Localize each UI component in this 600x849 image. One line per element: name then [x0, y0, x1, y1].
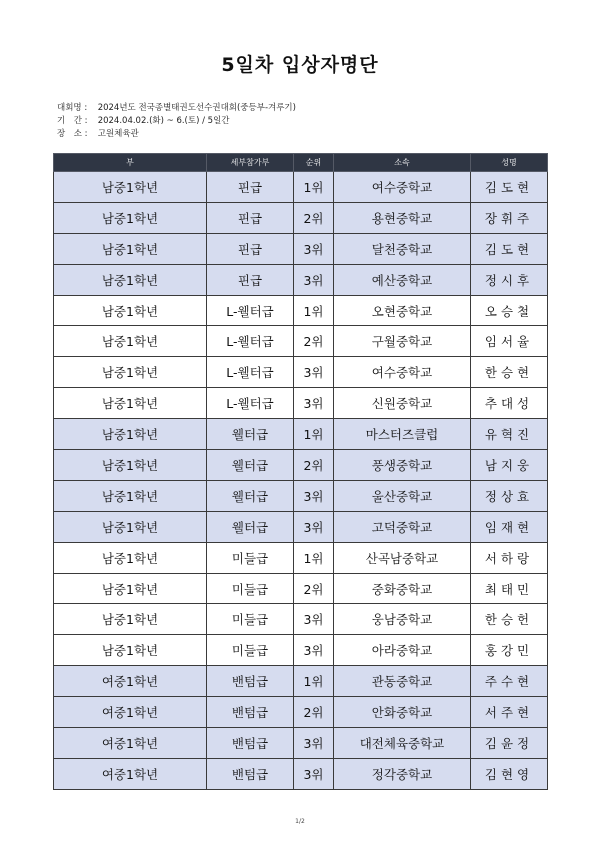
division-cell: 남중1학년	[54, 573, 207, 604]
school-cell: 풍생중학교	[334, 450, 471, 481]
school-cell: 여수중학교	[334, 357, 471, 388]
table-row	[54, 666, 548, 697]
division-cell: 남중1학년	[54, 604, 207, 635]
weight-class-cell: L-웰터급	[207, 295, 294, 326]
weight-class-cell: 웰터급	[207, 450, 294, 481]
school-cell: 관동중학교	[334, 666, 471, 697]
rank-cell: 3위	[294, 264, 334, 295]
event-info-label: 대회명 :	[57, 103, 88, 113]
weight-class-cell: 핀급	[207, 264, 294, 295]
name-cell: 한승현	[471, 357, 548, 388]
rank-cell: 2위	[294, 202, 334, 233]
school-cell: 달천중학교	[334, 233, 471, 264]
table-row	[54, 202, 548, 233]
name-cell: 임서율	[471, 326, 548, 357]
division-cell: 남중1학년	[54, 511, 207, 542]
rank-cell: 3위	[294, 635, 334, 666]
rank-cell: 3위	[294, 728, 334, 759]
school-cell: 오현중학교	[334, 295, 471, 326]
table-row	[54, 172, 548, 203]
school-cell: 아라중학교	[334, 635, 471, 666]
weight-class-cell: L-웰터급	[207, 357, 294, 388]
name-cell: 한승헌	[471, 604, 548, 635]
division-cell: 남중1학년	[54, 264, 207, 295]
weight-class-cell: 밴텀급	[207, 758, 294, 789]
table-body	[54, 172, 548, 790]
name-cell: 남지웅	[471, 450, 548, 481]
name-cell: 정상효	[471, 480, 548, 511]
division-cell: 남중1학년	[54, 233, 207, 264]
school-cell: 정각중학교	[334, 758, 471, 789]
weight-class-cell: 미들급	[207, 635, 294, 666]
rank-cell: 2위	[294, 326, 334, 357]
name-cell: 김도현	[471, 172, 548, 203]
division-cell: 남중1학년	[54, 450, 207, 481]
event-info	[57, 102, 296, 141]
division-cell: 남중1학년	[54, 480, 207, 511]
table-row	[54, 542, 548, 573]
school-cell: 예산중학교	[334, 264, 471, 295]
rank-cell: 1위	[294, 419, 334, 450]
weight-class-cell: 웰터급	[207, 480, 294, 511]
name-cell: 홍강민	[471, 635, 548, 666]
school-cell: 여수중학교	[334, 172, 471, 203]
rank-cell: 1위	[294, 172, 334, 203]
name-cell: 김도현	[471, 233, 548, 264]
table-row	[54, 697, 548, 728]
weight-class-cell: 밴텀급	[207, 666, 294, 697]
rank-cell: 3위	[294, 357, 334, 388]
division-cell: 여중1학년	[54, 697, 207, 728]
name-cell: 임재현	[471, 511, 548, 542]
weight-class-cell: L-웰터급	[207, 326, 294, 357]
name-cell: 장휘주	[471, 202, 548, 233]
table-row	[54, 573, 548, 604]
page-number: 1/2	[295, 818, 305, 825]
weight-class-cell: 웰터급	[207, 419, 294, 450]
table-row	[54, 419, 548, 450]
division-cell: 남중1학년	[54, 635, 207, 666]
division-cell: 여중1학년	[54, 728, 207, 759]
table-row	[54, 635, 548, 666]
name-cell: 추대성	[471, 388, 548, 419]
event-info-value: 2024.04.02.(화) ~ 6.(토) / 5일간	[97, 116, 230, 126]
table-row	[54, 511, 548, 542]
division-cell: 남중1학년	[54, 172, 207, 203]
division-cell: 남중1학년	[54, 295, 207, 326]
name-cell: 정시후	[471, 264, 548, 295]
weight-class-cell: 핀급	[207, 172, 294, 203]
rank-cell: 3위	[294, 604, 334, 635]
event-info-venue-row	[57, 128, 296, 141]
division-cell: 남중1학년	[54, 419, 207, 450]
column-header-school: 소속	[334, 154, 471, 172]
weight-class-cell: 핀급	[207, 233, 294, 264]
school-cell: 울산중학교	[334, 480, 471, 511]
weight-class-cell: 미들급	[207, 573, 294, 604]
name-cell: 오승철	[471, 295, 548, 326]
name-cell: 김현영	[471, 758, 548, 789]
school-cell: 중화중학교	[334, 573, 471, 604]
rank-cell: 2위	[294, 450, 334, 481]
school-cell: 대전체육중학교	[334, 728, 471, 759]
column-header-division: 부	[54, 154, 207, 172]
weight-class-cell: 미들급	[207, 542, 294, 573]
school-cell: 웅남중학교	[334, 604, 471, 635]
event-info-label: 장 소 :	[57, 129, 88, 139]
school-cell: 고덕중학교	[334, 511, 471, 542]
school-cell: 마스터즈클럽	[334, 419, 471, 450]
name-cell: 김윤정	[471, 728, 548, 759]
weight-class-cell: 미들급	[207, 604, 294, 635]
school-cell: 용현중학교	[334, 202, 471, 233]
rank-cell: 1위	[294, 542, 334, 573]
name-cell: 유혁진	[471, 419, 548, 450]
name-cell: 최태민	[471, 573, 548, 604]
name-cell: 주수현	[471, 666, 548, 697]
winners-table	[53, 153, 548, 790]
column-header-rank: 순위	[294, 154, 334, 172]
rank-cell: 1위	[294, 295, 334, 326]
table-row	[54, 264, 548, 295]
name-cell: 서하랑	[471, 542, 548, 573]
weight-class-cell: L-웰터급	[207, 388, 294, 419]
table-header-row	[54, 154, 548, 172]
weight-class-cell: 웰터급	[207, 511, 294, 542]
rank-cell: 2위	[294, 697, 334, 728]
table-row	[54, 480, 548, 511]
event-info-value: 고원체육관	[97, 129, 139, 139]
column-header-name: 성명	[471, 154, 548, 172]
table-row	[54, 388, 548, 419]
division-cell: 남중1학년	[54, 388, 207, 419]
division-cell: 남중1학년	[54, 357, 207, 388]
division-cell: 남중1학년	[54, 326, 207, 357]
weight-class-cell: 밴텀급	[207, 697, 294, 728]
rank-cell: 3위	[294, 480, 334, 511]
rank-cell: 1위	[294, 666, 334, 697]
name-cell: 서주현	[471, 697, 548, 728]
school-cell: 신원중학교	[334, 388, 471, 419]
table-row	[54, 233, 548, 264]
division-cell: 여중1학년	[54, 666, 207, 697]
table-row	[54, 357, 548, 388]
event-info-period-row	[57, 115, 296, 128]
rank-cell: 3위	[294, 233, 334, 264]
rank-cell: 3위	[294, 388, 334, 419]
table-row	[54, 295, 548, 326]
rank-cell: 3위	[294, 511, 334, 542]
division-cell: 남중1학년	[54, 542, 207, 573]
event-info-value: 2024년도 전국종별태권도선수권대회(중등부-겨루기)	[97, 103, 296, 113]
weight-class-cell: 밴텀급	[207, 728, 294, 759]
event-info-name-row	[57, 102, 296, 115]
division-cell: 남중1학년	[54, 202, 207, 233]
table-row	[54, 758, 548, 789]
division-cell: 여중1학년	[54, 758, 207, 789]
table-row	[54, 728, 548, 759]
school-cell: 구월중학교	[334, 326, 471, 357]
weight-class-cell: 핀급	[207, 202, 294, 233]
school-cell: 안화중학교	[334, 697, 471, 728]
table-row	[54, 326, 548, 357]
page-title: 5일차 입상자명단	[221, 54, 379, 76]
column-header-weight-class: 세부참가부	[207, 154, 294, 172]
table-row	[54, 604, 548, 635]
school-cell: 산곡남중학교	[334, 542, 471, 573]
event-info-label: 기 간 :	[57, 116, 88, 126]
rank-cell: 3위	[294, 758, 334, 789]
table-row	[54, 450, 548, 481]
rank-cell: 2위	[294, 573, 334, 604]
